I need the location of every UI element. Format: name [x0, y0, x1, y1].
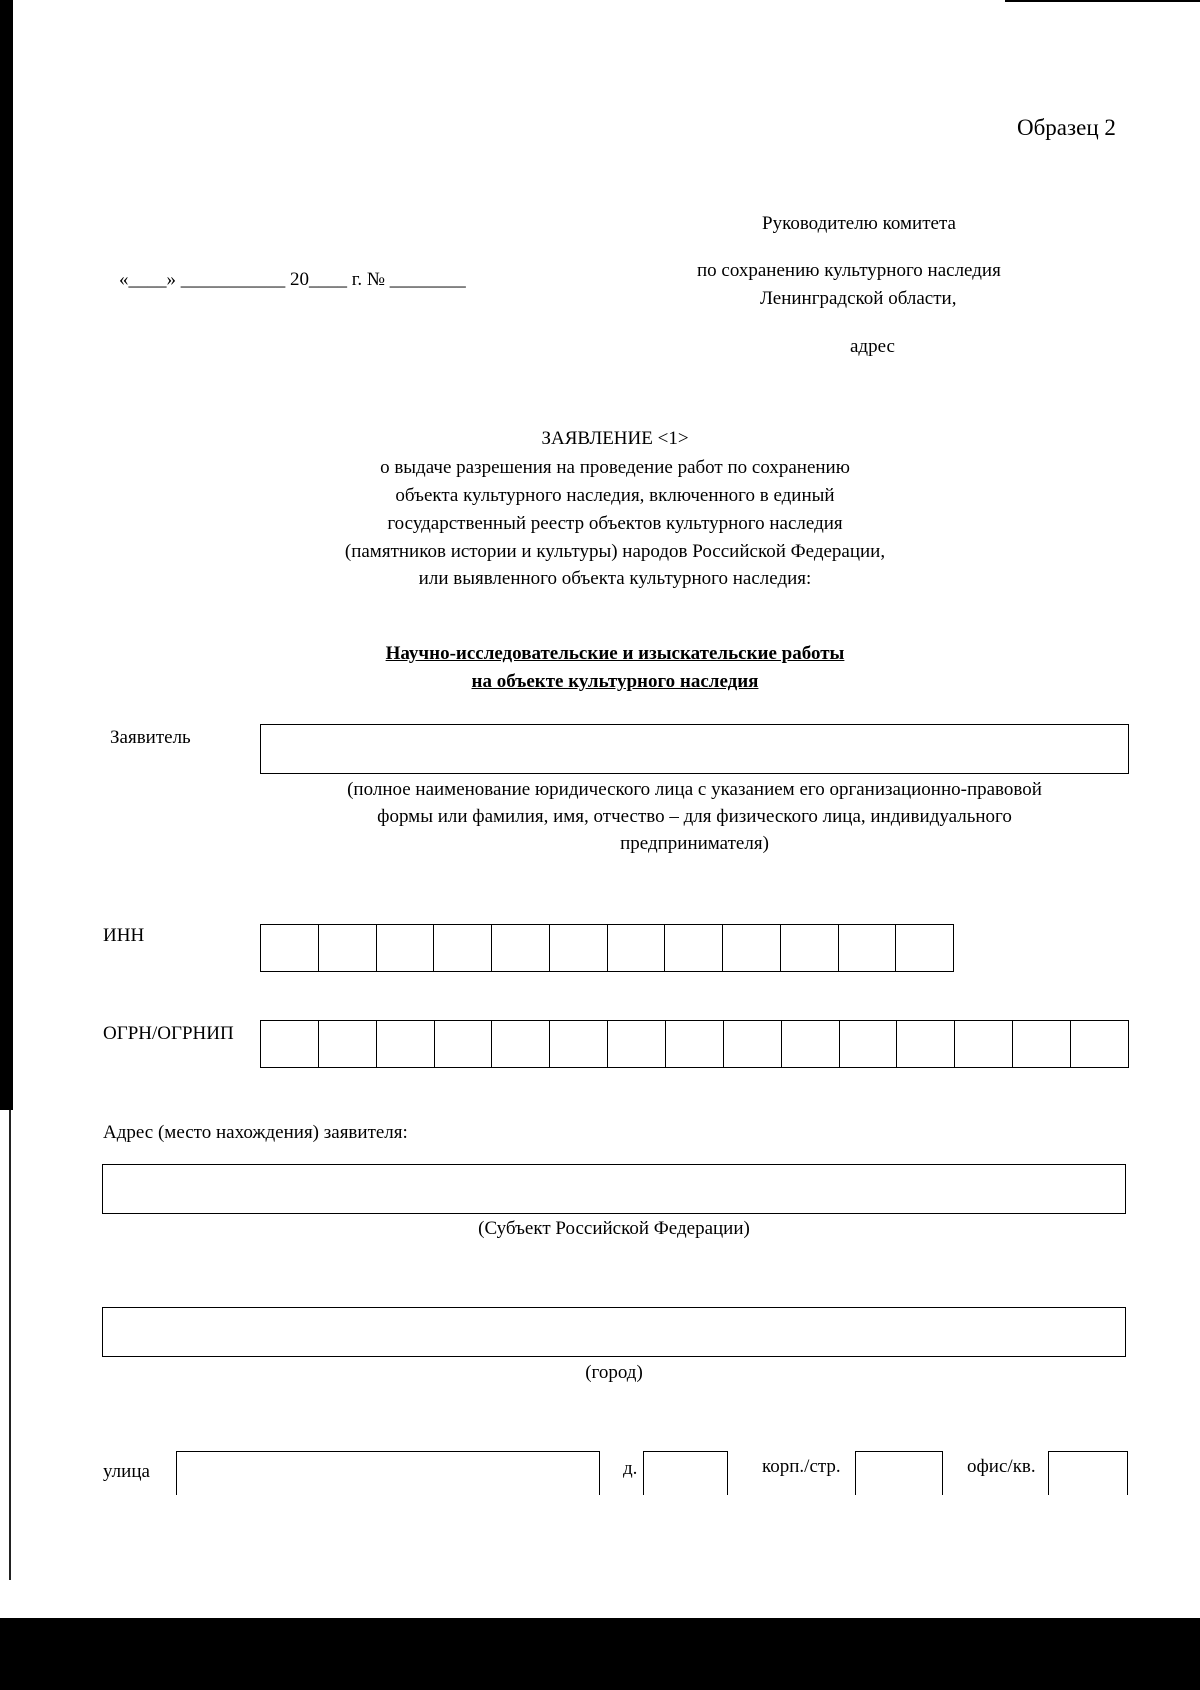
ogrn-cell[interactable] [261, 1021, 319, 1067]
office-label: офис/кв. [967, 1456, 1036, 1477]
ogrn-label: ОГРН/ОГРНИП [103, 1023, 234, 1044]
ogrn-cell[interactable] [377, 1021, 435, 1067]
office-input[interactable] [1048, 1451, 1128, 1495]
inn-cell[interactable] [377, 925, 435, 971]
title-line-1: о выдаче разрешения на проведение работ по сохранению [380, 457, 850, 478]
ogrn-cell[interactable] [955, 1021, 1013, 1067]
work-type-line-2: на объекте культурного наследия [471, 671, 759, 692]
ogrn-cell[interactable] [666, 1021, 724, 1067]
subject-hint: (Субъект Российской Федерации) [478, 1218, 750, 1239]
street-label: улица [103, 1461, 150, 1482]
sample-label: Образец 2 [1017, 115, 1116, 140]
recipient-line-3: Ленинградской области, [760, 288, 957, 309]
ogrn-cell[interactable] [724, 1021, 782, 1067]
recipient-line-1: Руководителю комитета [762, 213, 956, 234]
inn-label: ИНН [103, 925, 145, 946]
applicant-input[interactable] [260, 724, 1129, 774]
inn-cell[interactable] [608, 925, 666, 971]
inn-cell[interactable] [261, 925, 319, 971]
ogrn-cell[interactable] [897, 1021, 955, 1067]
recipient-line-2: по сохранению культурного наследия [697, 260, 1001, 281]
scan-left-thin-line [9, 1110, 11, 1580]
city-input[interactable] [102, 1307, 1126, 1357]
inn-cell[interactable] [839, 925, 897, 971]
ogrn-cell[interactable] [782, 1021, 840, 1067]
title-line-4: (памятников истории и культуры) народов Российской Федерации, [344, 541, 886, 562]
scan-left-edge [0, 0, 13, 1110]
date-number-line: «____» ___________ 20____ г. № ________ [119, 269, 466, 290]
inn-cell[interactable] [665, 925, 723, 971]
inn-cell[interactable] [723, 925, 781, 971]
title-line-5: или выявленного объекта культурного наследия: [418, 568, 812, 589]
scan-bottom-band [0, 1618, 1200, 1690]
ogrn-cell[interactable] [435, 1021, 493, 1067]
recipient-address: адрес [850, 336, 895, 357]
ogrn-cell[interactable] [1013, 1021, 1071, 1067]
building-input[interactable] [855, 1451, 943, 1495]
inn-cell[interactable] [550, 925, 608, 971]
ogrn-cell[interactable] [840, 1021, 898, 1067]
ogrn-cell[interactable] [608, 1021, 666, 1067]
work-type-line-1: Научно-исследовательские и изыскательские работы [385, 643, 845, 664]
applicant-hint-line-1: (полное наименование юридического лица с указанием его организационно-правовой [347, 779, 1042, 800]
subject-input[interactable] [102, 1164, 1126, 1214]
inn-cell[interactable] [896, 925, 953, 971]
title-line-3: государственный реестр объектов культурного наследия [387, 513, 843, 534]
applicant-hint-line-3: предпринимателя) [620, 833, 769, 854]
ogrn-cell[interactable] [319, 1021, 377, 1067]
inn-cell[interactable] [492, 925, 550, 971]
applicant-label: Заявитель [110, 727, 191, 748]
title-line-2: объекта культурного наследия, включенного в единый [395, 485, 835, 506]
building-label: корп./стр. [762, 1456, 841, 1477]
street-input[interactable] [176, 1451, 600, 1495]
applicant-hint-line-2: формы или фамилия, имя, отчество – для физического лица, индивидуального [377, 806, 1012, 827]
ogrn-cell[interactable] [550, 1021, 608, 1067]
ogrn-cell[interactable] [1071, 1021, 1128, 1067]
house-label: д. [623, 1458, 638, 1479]
inn-input-cells[interactable] [260, 924, 954, 972]
inn-cell[interactable] [319, 925, 377, 971]
house-input[interactable] [643, 1451, 728, 1495]
ogrn-cell[interactable] [492, 1021, 550, 1067]
ogrn-input-cells[interactable] [260, 1020, 1129, 1068]
inn-cell[interactable] [434, 925, 492, 971]
address-label: Адрес (место нахождения) заявителя: [103, 1122, 408, 1143]
scan-top-line [1005, 0, 1200, 2]
document-title: ЗАЯВЛЕНИЕ <1> [541, 428, 689, 449]
inn-cell[interactable] [781, 925, 839, 971]
city-hint: (город) [585, 1362, 643, 1383]
